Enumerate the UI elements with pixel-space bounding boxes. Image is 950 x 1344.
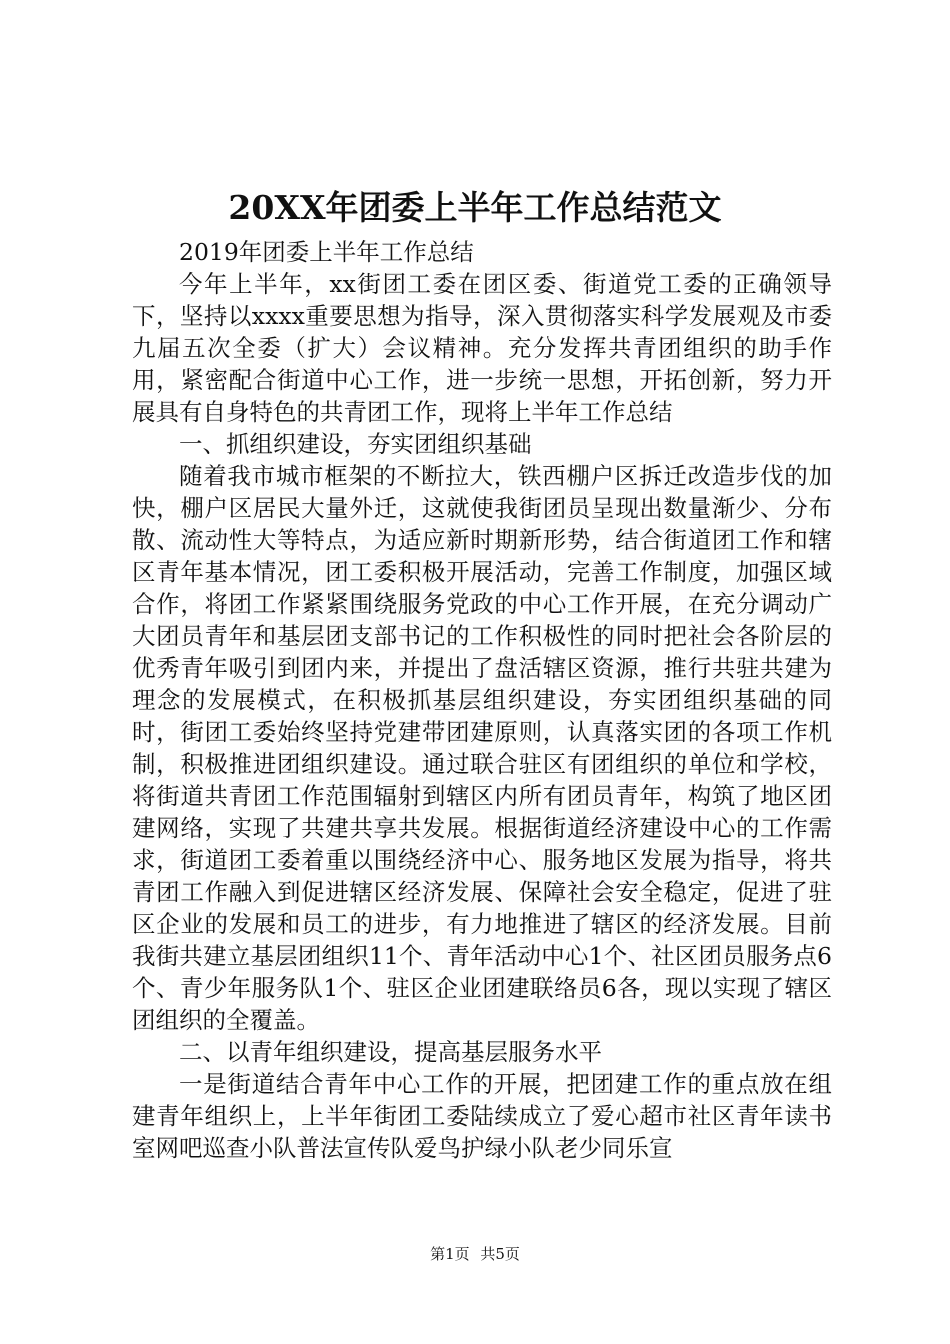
- section-heading-1: 一、抓组织建设，夯实团组织基础: [179, 430, 532, 458]
- page-number-current: 第1页: [430, 1245, 470, 1263]
- paragraph-subtitle: 2019年团委上半年工作总结: [179, 238, 474, 266]
- page-number-total: 共5页: [480, 1245, 520, 1263]
- paragraph-section-2: 一是街道结合青年中心工作的开展，把团建工作的重点放在组建青年组织上，上半年街团工委陆续成立了爱心超市社区青年读书室网吧巡查小队普法宣传队爱鸟护绿小队老少同乐宣: [132, 1070, 832, 1162]
- section-heading-2: 二、以青年组织建设，提高基层服务水平: [179, 1038, 602, 1066]
- paragraph-intro: 今年上半年，xx街团工委在团区委、街道党工委的正确领导下，坚持以xxxx重要思想为指导，深入贯彻落实科学发展观及市委九届五次全委（扩大）会议精神。充分发挥共青团组织的助手作用，紧密配合街道中心工作，进一步统一思想，开拓创新，努力开展具有自身特色的共青团工作，现将上半年工作总结: [132, 270, 832, 426]
- paragraph-section-1: 随着我市城市框架的不断拉大，铁西棚户区拆迁改造步伐的加快，棚户区居民大量外迁，这就使我街团员呈现出数量渐少、分布散、流动性大等特点，为适应新时期新形势，结合街道团工作和辖区青年基本情况，团工委积极开展活动，完善工作制度，加强区域合作，将团工作紧紧围绕服务党政的中心工作开展，在充分调动广大团员青年和基层团支部书记的工作积极性的同时把社会各阶层的优秀青年吸引到团内来，并提出了盘活辖区资源，推行共驻共建为理念的发展模式，在积极抓基层组织建设，夯实团组织基础的同时，街团工委始终坚持党建带团建原则，认真落实团的各项工作机制，积极推进团组织建设。通过联合驻区有团组织的单位和学校，将街道共青团工作范围辐射到辖区内所有团员青年，构筑了地区团建网络，实现了共建共享共发展。根据街道经济建设中心的工作需求，街道团工委着重以围绕经济中心、服务地区发展为指导，将共青团工作融入到促进辖区经济发展、保障社会安全稳定，促进了驻区企业的发展和员工的进步，有力地推进了辖区的经济发展。目前我街共建立基层团组织11个、青年活动中心1个、社区团员服务点6个、青少年服务队1个、驻区企业团建联络员6各，现以实现了辖区团组织的全覆盖。: [132, 462, 832, 1034]
- document-body: [132, 236, 832, 1164]
- page-footer: [0, 1244, 950, 1264]
- document-title: 20XX年团委上半年工作总结范文: [228, 188, 722, 227]
